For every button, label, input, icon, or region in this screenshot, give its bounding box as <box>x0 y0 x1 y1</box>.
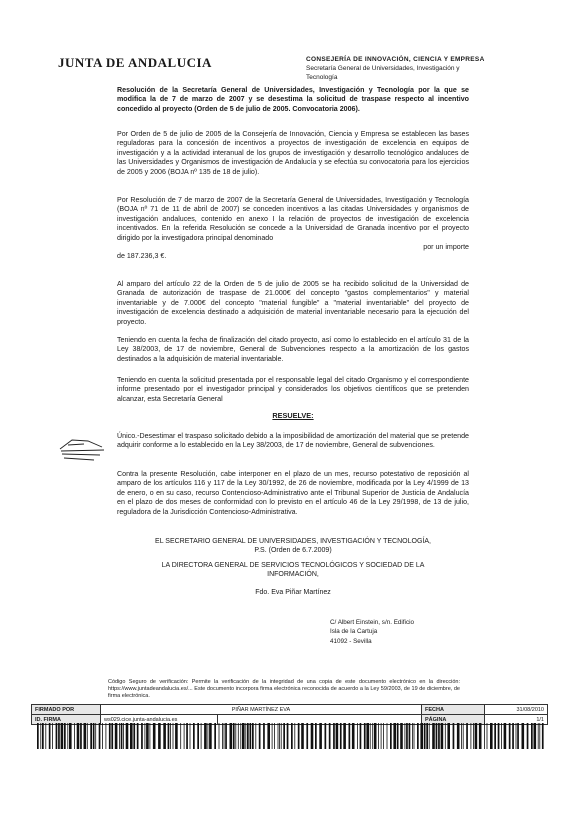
resolution-title: Resolución de la Secretaría General de Universidades, Investigación y Tecnología por la que se modifica la de 7 de marzo de 2007 y se desestima la solicitud de traspase respecto al incentivo concedido al proyecto (Orden de 5 de julio de 2005. Convocatoria 2006). <box>117 86 469 113</box>
signature-line-3: LA DIRECTORA GENERAL DE SERVICIOS TECNOLÓGICOS Y SOCIEDAD DE LA <box>161 561 425 569</box>
paragraph-resolucion <box>117 196 469 262</box>
firmado-label: FIRMADO POR <box>32 705 101 715</box>
signature-block <box>117 537 469 597</box>
barcode-icon <box>31 722 548 750</box>
address-line-3: 41092 - Sevilla <box>330 637 372 645</box>
signature-line-4: INFORMACIÓN, <box>267 571 319 579</box>
paragraph-unico: Único.-Desestimar el traspaso solicitado debido a la imposibilidad de amortización del material que se pretende adquirir conforme a lo establecido en la Ley 38/2003, de 17 de noviembre, General de subvenciones. <box>117 432 469 450</box>
paragraph-solicitud: Teniendo en cuenta la solicitud presentada por el responsable legal del citado Organismo y el correspondiente informe presentado por el investigador principal y considerados los objetivos científicos que se pretenden alcanzar, esta Secretaría General <box>117 376 469 403</box>
address-line-1: C/ Albert Einstein, s/n. Edificio <box>330 619 414 626</box>
fecha-label: FECHA <box>422 705 485 715</box>
dept-line-3: Tecnología <box>306 74 338 81</box>
verification-notice: Código Seguro de verificación: Permite la verificación de la integridad de una copia de este documento electrónico en la dirección: https://www.juntadeandalucia.es/... Este documento incorpora firma electrónica reconocida de acuerdo a la Ley 59/2003, de 19 de diciembre, de firma electrónica. <box>108 679 460 699</box>
incentive-amount: de 187.236,3 €. <box>117 252 167 261</box>
address-block <box>330 618 414 646</box>
pagina-label: PÁGINA <box>422 715 485 725</box>
paragraph-traspaso: Al amparo del artículo 22 de la Orden de 5 de julio de 2005 se ha recibido solicitud de la Universidad de Granada de autorización de traspase de 21.000€ del concepto "gastos complementarios" y material inventariable y de 7.000€ del concepto "material fungible" a "material inventariable" del proyecto de investigación de excelencia destinado a adquisición de material inventariable necesario para la ejecución del proyecto. <box>117 280 469 326</box>
fecha-value: 31/08/2010 <box>485 705 548 715</box>
pagina-value: 1/1 <box>485 715 548 725</box>
dept-line-1: CONSEJERÍA DE INNOVACIÓN, CIENCIA Y EMPRESA <box>306 56 485 63</box>
paragraph-orden: Por Orden de 5 de julio de 2005 de la Consejería de Innovación, Ciencia y Empresa se establecen las bases reguladoras para la concesión de incentivos a proyectos de investigación de excelencia en equipos de investigación y a la actividad interanual de los grupos de investigación y desarrollo tecnológico andaluces de las Universidades y Organismos de investigación de Andalucía y se efectúa su convocatoria para los ejercicios de 2005 y 2006 (BOJA nº 135 de 18 de julio). <box>117 130 469 176</box>
paragraph-resolucion-tail: por un importe <box>423 243 469 252</box>
paragraph-finalizacion: Teniendo en cuenta la fecha de finalización del citado proyecto, así como lo establecido en el artículo 31 de la Ley 38/2003, de 17 de noviembre, General de Subvenciones respecto a la amortización de los gastos destinados a la adquisición de material inventariable. <box>117 336 469 363</box>
signature-line-1: EL SECRETARIO GENERAL DE UNIVERSIDADES, INVESTIGACIÓN Y TECNOLOGÍA, <box>155 538 431 545</box>
resuelve-heading: RESUELVE: <box>272 411 314 420</box>
address-line-2: Isla de la Cartuja <box>330 628 378 636</box>
id-firma-label: ID. FIRMA <box>32 715 101 725</box>
registry-stamp-icon <box>58 437 106 463</box>
paragraph-recurso: Contra la presente Resolución, cabe interponer en el plazo de un mes, recurso potestativo de reposición al amparo de los artículos 116 y 117 de la Ley 30/1992, de 26 de noviembre, modificada por la Ley 4/1999 de 13 de enero, o en su caso, recurso Contencioso-Administrativo ante el Tribunal Superior de Justicia de Andalucía en el plazo de dos meses de conformidad con lo previsto en el artículo 46 de la Ley 29/1998, de 13 de julio, reguladora de la Jurisdicción Contencioso-Administrativa. <box>117 470 469 516</box>
signature-name: Fdo. Eva Piñar Martínez <box>255 588 331 596</box>
department-header <box>306 55 536 82</box>
id-firma-value: ws029.cice.junta-andalucia.es <box>101 715 218 725</box>
signature-line-2: P.S. (Orden de 6.7.2009) <box>254 547 332 555</box>
paragraph-resolucion-text: Por Resolución de 7 de marzo de 2007 de la Secretaría General de Universidades, Investigación y Tecnología (BOJA nº 71 de 11 de abril de 2007) se conceden incentivos a las citadas Universidades y organismos de investigación andaluces, contenido en anexo I la relación de proyectos de investigación de excelencia incentivados. En la referida Resolución se concede a la Universidad de Granada incentivo por el proyecto dirigido por la investigadora principal denominado <box>117 196 469 242</box>
junta-logo: JUNTA DE ANDALUCIA <box>58 55 212 70</box>
firmado-value: PIÑAR MARTÍNEZ EVA <box>101 705 422 715</box>
dept-line-2: Secretaría General de Universidades, Investigación y <box>306 65 460 72</box>
